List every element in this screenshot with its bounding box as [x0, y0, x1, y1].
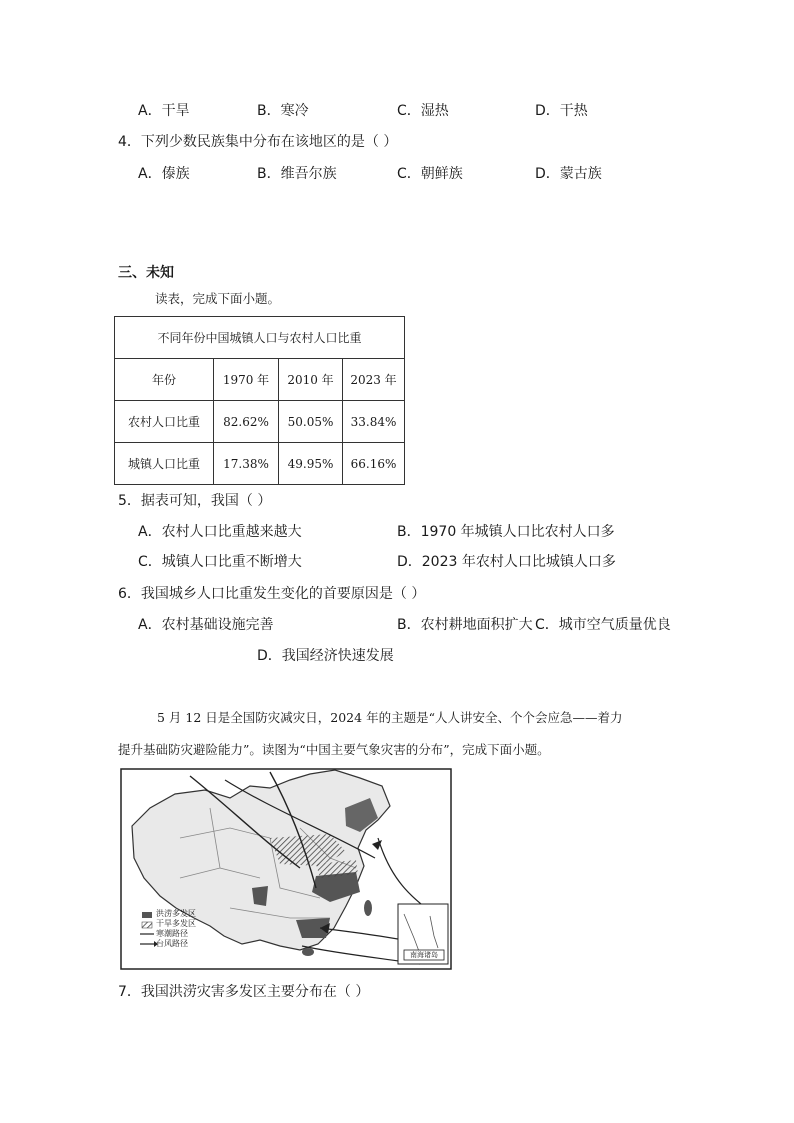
q4-stem: 4．下列少数民族集中分布在该地区的是（ ）	[118, 134, 398, 150]
q4-option-a: A．傣族	[138, 166, 190, 182]
weather-disaster-map	[120, 768, 452, 970]
table-cell: 50.05%	[279, 401, 343, 443]
q5-option-b: B．1970 年城镇人口比农村人口多	[397, 524, 615, 540]
q6-option-b: B．农村耕地面积扩大	[397, 617, 533, 633]
q5-option-d: D．2023 年农村人口比城镇人口多	[397, 554, 616, 570]
table-cell: 17.38%	[214, 443, 279, 485]
q7-stem: 7．我国洪涝灾害多发区主要分布在（ ）	[118, 984, 370, 1000]
population-table	[114, 316, 405, 485]
inset-label: 南海诸岛	[410, 951, 438, 959]
q6-option-a: A．农村基础设施完善	[138, 617, 274, 633]
q3-option-d: D．干热	[535, 103, 588, 119]
table-header-cell: 1970 年	[214, 359, 279, 401]
legend-drought: 干旱多发区	[156, 919, 196, 928]
table-row	[115, 443, 405, 485]
table-cell: 城镇人口比重	[115, 443, 214, 485]
section-heading: 三、未知	[118, 265, 174, 281]
map-legend	[156, 909, 196, 949]
legend-cold-wave: 寒潮路径	[156, 929, 188, 938]
section-intro: 读表，完成下面小题。	[155, 291, 281, 306]
q6-option-d: D．我国经济快速发展	[257, 648, 394, 664]
q4-option-c: C．朝鲜族	[397, 166, 463, 182]
q3-option-b: B．寒冷	[257, 103, 309, 119]
q5-option-c: C．城镇人口比重不断增大	[138, 554, 302, 570]
q4-option-b: B．维吾尔族	[257, 166, 337, 182]
table-cell: 82.62%	[214, 401, 279, 443]
table-caption: 不同年份中国城镇人口与农村人口比重	[115, 317, 405, 359]
q6-option-c: C．城市空气质量优良	[535, 617, 671, 633]
table-cell: 农村人口比重	[115, 401, 214, 443]
q5-option-a: A．农村人口比重越来越大	[138, 524, 302, 540]
table-header-cell: 2023 年	[343, 359, 405, 401]
passage-line-1: 5 月 12 日是全国防灾减灾日，2024 年的主题是“人人讲安全、个个会应急——着力	[157, 710, 623, 725]
table-cell: 66.16%	[343, 443, 405, 485]
legend-typhoon: 台风路径	[156, 939, 188, 948]
table-header-cell: 年份	[115, 359, 214, 401]
q5-stem: 5．据表可知，我国（ ）	[118, 493, 272, 509]
q4-option-d: D．蒙古族	[535, 166, 602, 182]
table-cell: 49.95%	[279, 443, 343, 485]
passage-line-2: 提升基础防灾避险能力”。读图为“中国主要气象灾害的分布”，完成下面小题。	[118, 742, 550, 757]
q6-stem: 6．我国城乡人口比重发生变化的首要原因是（ ）	[118, 586, 426, 602]
table-cell: 33.84%	[343, 401, 405, 443]
table-row	[115, 401, 405, 443]
q3-option-a: A．干旱	[138, 103, 190, 119]
q3-option-c: C．湿热	[397, 103, 449, 119]
legend-flood: 洪涝多发区	[156, 909, 196, 918]
table-header-cell: 2010 年	[279, 359, 343, 401]
